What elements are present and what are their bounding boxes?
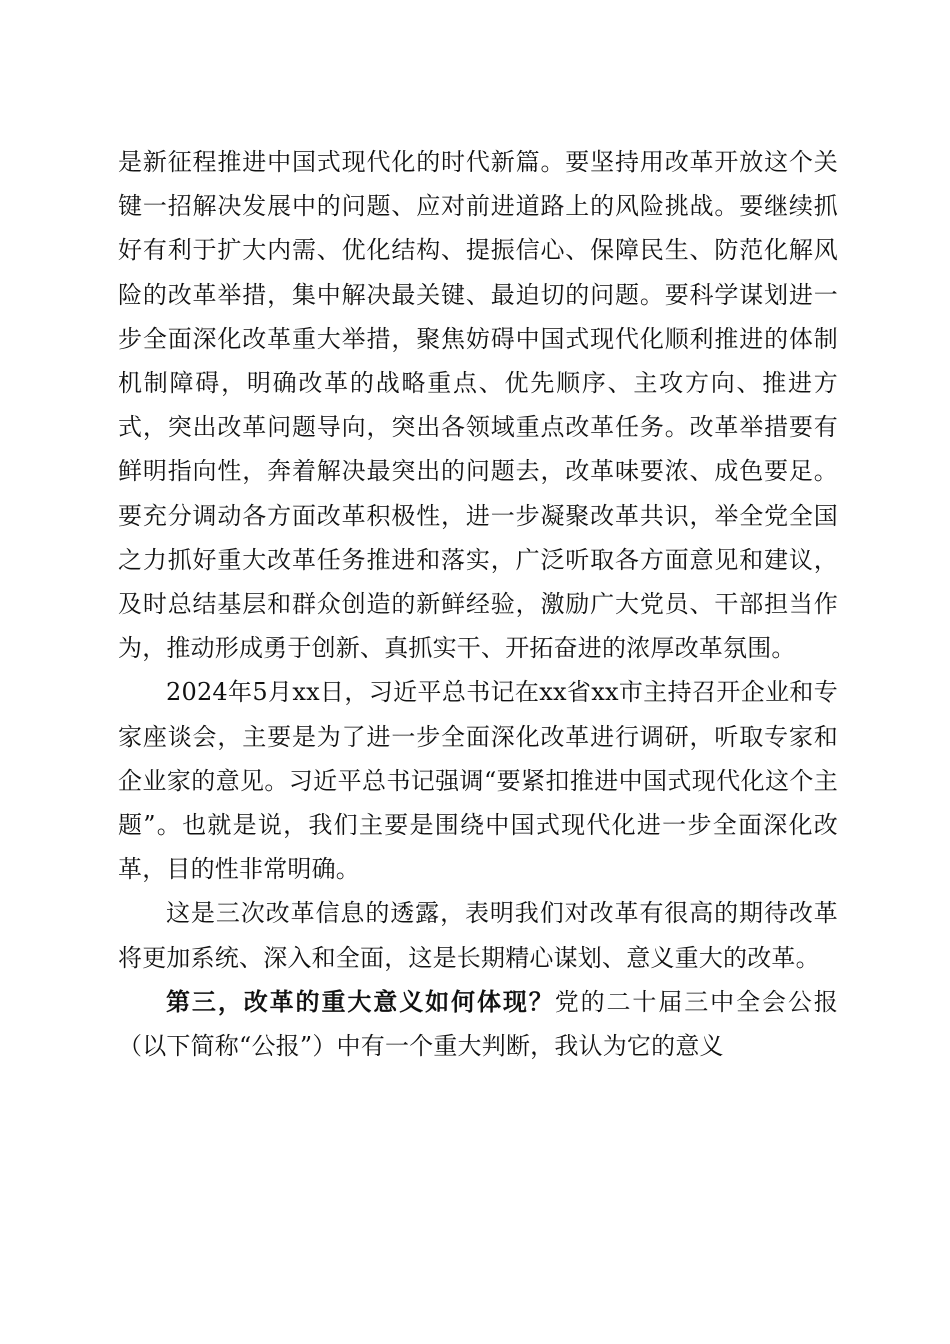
paragraph-continuation: 是新征程推进中国式现代化的时代新篇。要坚持用改革开放这个关键一招解决发展中的问题、应对前进道路上的风险挑战。要继续抓好有利于扩大内需、优化结构、提振信心、保障民生、防范化解风险的改革举措，集中解决最关键、最迫切的问题。要科学谋划进一步全面深化改革重大举措，聚焦妨碍中国式现代化顺利推进的体制机制障碍，明确改革的战略重点、优先顺序、主攻方向、推进方式，突出改革问题导向，突出各领域重点改革任务。改革举措要有鲜明指向性，奔着解决最突出的问题去，改革味要浓、成色要足。要充分调动各方面改革积极性，进一步凝聚改革共识，举全党全国之力抓好重大改革任务推进和落实，广泛听取各方面意见和建议，及时总结基层和群众创造的新鲜经验，激励广大党员、干部担当作为，推动形成勇于创新、真抓实干、开拓奋进的浓厚改革氛围。 xyxy=(118,148,838,663)
paragraph-third-point-text: 党的二十届三中全会公报（以下简称“公报”）中有一个重大判断，我认为它的意义 xyxy=(118,987,839,1061)
paragraph-symposium: 2024年5月xx日，习近平总书记在xx省xx市主持召开企业和专家座谈会，主要是为了进一步全面深化改革进行调研，听取专家和企业家的意见。习近平总书记强调“要紧扣推进中国式现代化这个主题”。也就是说，我们主要是围绕中国式现代化进一步全面深化改革，目的性非常明确。 xyxy=(118,678,838,884)
paragraph-reform-signals: 这是三次改革信息的透露，表明我们对改革有很高的期待改革将更加系统、深入和全面，这是长期精心谋划、意义重大的改革。 xyxy=(118,899,838,972)
document-body xyxy=(118,140,838,1068)
section-lead-heading: 第三，改革的重大意义如何体现？ xyxy=(166,986,555,1016)
paragraph-third-point xyxy=(118,980,838,1068)
